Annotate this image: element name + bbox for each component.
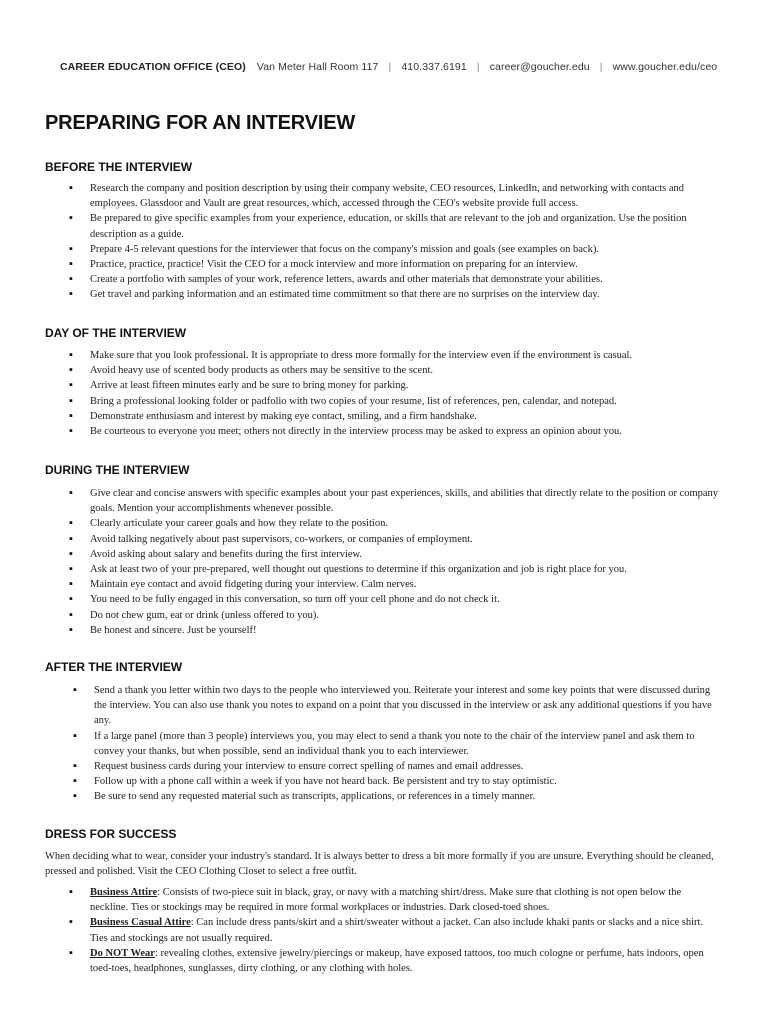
list-item: ▪ Follow up with a phone call within a week if you have not heard back. Be persistent and try to stay optimistic. [72,774,720,789]
attire-description: : Can include dress pants/skirt and a shirt/sweater without a jacket. Can also include khaki pants or slacks and a nice shirt. Ties and stockings are not usually required. [90,917,704,944]
attire-label: Business Casual Attire [90,917,191,929]
list-item [68,885,720,915]
before-list [68,181,720,303]
page-title: PREPARING FOR AN INTERVIEW [45,112,356,134]
list-item: ▪ Be prepared to give specific examples from your experience, education, or skills that are relevant to the job and organization. Use the position description as a guide. [68,211,720,241]
day-list [68,348,720,439]
list-item: ▪ Prepare 4-5 relevant questions for the interviewer that focus on the company's mission and goals (see examples on back). [68,242,720,257]
list-item: ▪ If a large panel (more than 3 people) interviews you, you may elect to send a thank you note to the chair of the interview panel and ask them to convey your thanks, but when possible, send an individual thank you to each interviewer. [72,729,720,759]
office-name: CAREER EDUCATION OFFICE (CEO) [60,61,246,73]
header-separator: | [599,61,603,73]
after-list [72,683,720,805]
office-header [60,61,720,73]
list-item: ▪ Be honest and sincere. Just be yourself! [68,623,720,638]
list-item: ▪ Bring a professional looking folder or padfolio with two copies of your resume, list of references, pen, calendar, and notepad. [68,394,720,409]
office-phone: 410.337.6191 [401,61,467,73]
header-separator: | [476,61,480,73]
list-item: ▪ Ask at least two of your pre-prepared, well thought out questions to determine if this organization and job is right place for you. [68,562,720,577]
list-item: ▪ Maintain eye contact and avoid fidgeting during your interview. Calm nerves. [68,577,720,592]
section-heading-after: AFTER THE INTERVIEW [45,660,183,674]
list-item [68,915,720,945]
list-item: ▪ Arrive at least fifteen minutes early and be sure to bring money for parking. [68,378,720,393]
list-item: ▪ Be sure to send any requested material such as transcripts, applications, or references in a timely manner. [72,789,720,804]
office-website[interactable]: www.goucher.edu/ceo [612,61,718,73]
list-item: ▪ Avoid heavy use of scented body products as others may be sensitive to the scent. [68,363,720,378]
attire-description: : revealing clothes, extensive jewelry/piercings or makeup, have exposed tattoos, too much cologne or perfume, hats indoors, open toed-toes, headphones, sunglasses, dirty clothing, or any clothing with holes. [90,947,704,975]
list-item [68,946,720,976]
list-item: ▪ Send a thank you letter within two days to the people who interviewed you. Reiterate your interest and some key points that were discussed during the interview. You can also use thank you notes to expand on a point that you discussed in the interview or ask any additional questions if you have any. [72,683,720,729]
office-location: Van Meter Hall Room 117 [256,61,379,73]
dress-list [68,885,720,976]
list-item: ▪ Do not chew gum, eat or drink (unless offered to you). [68,608,720,623]
list-item: ▪ Avoid asking about salary and benefits during the first interview. [68,547,720,562]
list-item: ▪ Get travel and parking information and an estimated time commitment so that there are no surprises on the interview day. [68,287,720,302]
during-list [68,486,720,638]
list-item: ▪ Clearly articulate your career goals and how they relate to the position. [68,516,720,531]
section-heading-day: DAY OF THE INTERVIEW [45,326,187,340]
list-item: ▪ Avoid talking negatively about past supervisors, co-workers, or companies of employment. [68,532,720,547]
attire-description: : Consists of two-piece suit in black, gray, or navy with a matching shirt/dress. Make sure that clothing is not open below the neckline. Ties or stockings may be required in more formal workplaces or industries. Dark closed-toed shoes. [90,887,682,914]
attire-label: Do NOT Wear [90,947,155,959]
dress-intro: When deciding what to wear, consider your industry's standard. It is always better to dress a bit more formally if you are unsure. Everything should be cleaned, pressed and polished. Visit the CEO Clothing Closet to select a free outfit. [45,851,714,878]
list-item: ▪ Practice, practice, practice! Visit the CEO for a mock interview and more information on preparing for an interview. [68,257,720,272]
list-item: ▪ Give clear and concise answers with specific examples about your past experiences, skills, and abilities that directly relate to the position or company goals. Mention your accomplishments whenever possible. [68,486,720,516]
section-heading-dress: DRESS FOR SUCCESS [45,827,177,841]
list-item: ▪ Request business cards during your interview to ensure correct spelling of names and email addresses. [72,759,720,774]
list-item: ▪ Research the company and position description by using their company website, CEO resources, LinkedIn, and networking with contacts and employees. Glassdoor and Vault are great resources, which, accessed through the CEO's website provide full access. [68,181,720,211]
section-heading-during: DURING THE INTERVIEW [45,463,190,477]
list-item: ▪ Create a portfolio with samples of your work, reference letters, awards and other materials that demonstrate your abilities. [68,272,720,287]
list-item: ▪ Demonstrate enthusiasm and interest by making eye contact, smiling, and a firm handshake. [68,409,720,424]
list-item: ▪ You need to be fully engaged in this conversation, so turn off your cell phone and do not check it. [68,592,720,607]
attire-label: Business Attire [90,887,158,898]
header-separator: | [388,61,392,73]
section-heading-before: BEFORE THE INTERVIEW [45,160,193,174]
list-item: ▪ Be courteous to everyone you meet; others not directly in the interview process may be asked to express an opinion about you. [68,424,720,439]
list-item: ▪ Make sure that you look professional. It is appropriate to dress more formally for the interview even if the environment is casual. [68,348,720,363]
office-email[interactable]: career@goucher.edu [489,61,590,73]
